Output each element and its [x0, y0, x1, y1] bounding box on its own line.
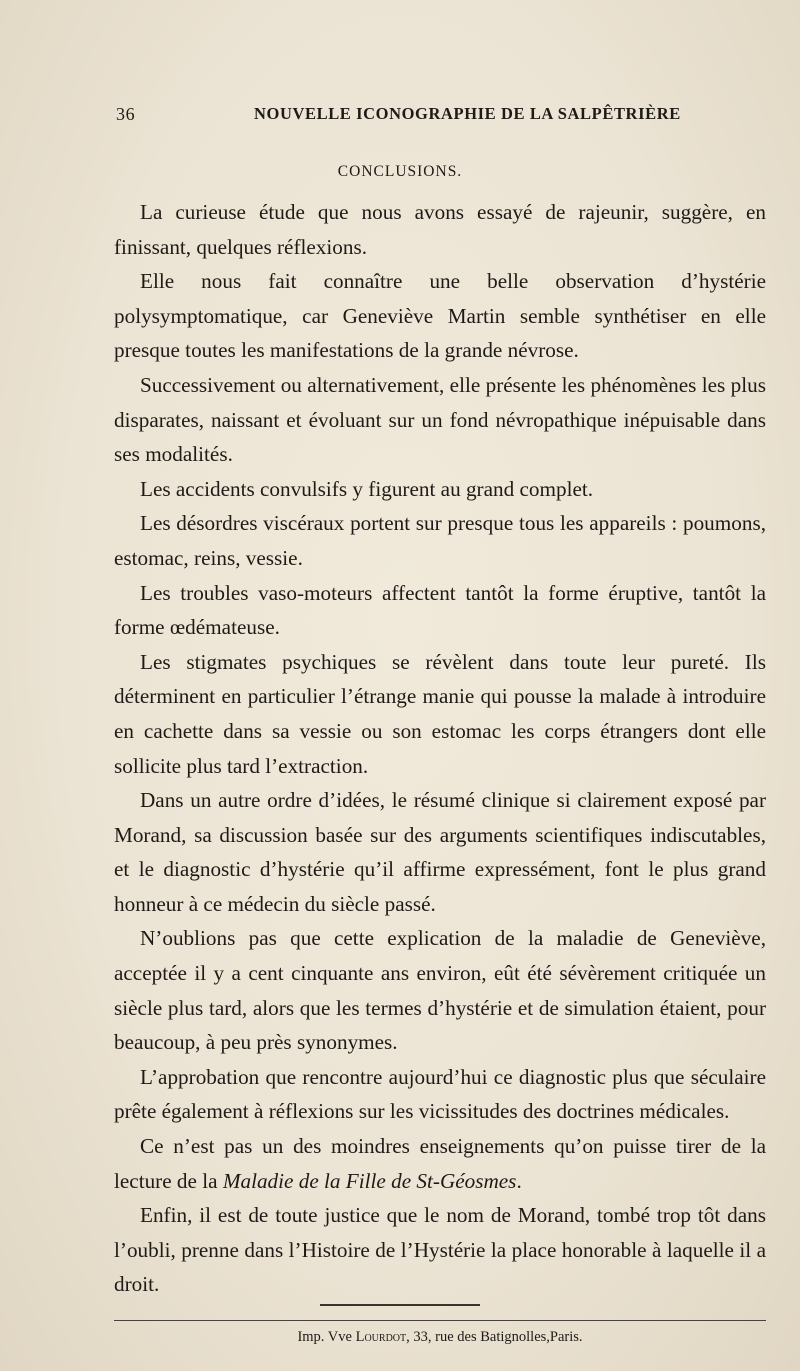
page-number: 36	[116, 104, 136, 124]
paragraph: Successivement ou alternativement, elle présente les phénomènes les plus disparates, naissant et évoluant sur un fond névropathique inépuisable dans ses modalités.	[114, 372, 766, 467]
paragraph: Dans un autre ordre d’idées, le résumé clinique si clairement exposé par Morand, sa discussion basée sur des arguments scientifiques indiscutables, et le diagnostic d’hystérie qu’il affirme expressément, font le plus grand honneur à ce médecin du siècle passé.	[114, 788, 766, 916]
paragraph: Les troubles vaso-moteurs affectent tantôt la forme éruptive, tantôt la forme œdémateuse.	[114, 580, 766, 640]
running-title: NOUVELLE ICONOGRAPHIE DE LA SALPÊTRIÈRE	[254, 104, 681, 123]
divider-rule	[320, 1304, 480, 1306]
imprint-address: , 33, rue des Batignolles,Paris.	[406, 1329, 583, 1345]
imprint-prefix: Imp. Vve	[297, 1329, 356, 1345]
paragraph-with-title	[114, 1129, 766, 1198]
paragraph: Les stigmates psychiques se révèlent dans toute leur pureté. Ils déterminent en particulier l’étrange manie qui pousse la malade à introduire en cachette dans sa vessie ou son estomac les corps étrangers dont elle sollicite plus tard l’extraction.	[114, 649, 766, 778]
closing-paragraph: Enfin, il est de toute justice que le nom de Morand, tombé trop tôt dans l’oubli, prenne dans l’Histoire de l’Hystérie la place honorable à laquelle il a droit.	[114, 1203, 766, 1297]
paragraph-text-end: .	[516, 1168, 522, 1193]
imprint	[114, 1320, 766, 1346]
running-header	[116, 104, 686, 128]
paragraph: L’approbation que rencontre aujourd’hui ce diagnostic plus que séculaire prête également à réflexions sur les vicissitudes des doctrines médicales.	[114, 1064, 766, 1124]
paragraph: Elle nous fait connaître une belle observation d’hystérie polysymptomatique, car Geneviève Martin semble synthétiser en elle presque toutes les manifestations de la grande névrose.	[114, 269, 766, 363]
paragraph-text: Ce n’est pas un des moindres enseignements qu’on puisse tirer de la lecture de la	[114, 1134, 766, 1193]
body-text	[114, 195, 766, 1302]
paragraph: La curieuse étude que nous avons essayé de rajeunir, suggère, en finissant, quelques réflexions.	[114, 200, 766, 259]
imprint-printer: Lourdot	[355, 1329, 407, 1345]
paragraph: Les désordres viscéraux portent sur presque tous les appareils : poumons, estomac, reins, vessie.	[114, 511, 766, 570]
section-heading: CONCLUSIONS.	[337, 163, 463, 180]
book-title: Maladie de la Fille de St-Géosmes	[222, 1168, 517, 1193]
paragraph: N’oublions pas que cette explication de la maladie de Geneviève, acceptée il y a cent cinquante ans environ, eût été sévèrement critiquée un siècle plus tard, alors que les termes d’hystérie et de simulation étaient, pour beaucoup, à peu près synonymes.	[114, 926, 766, 1055]
paragraph: Les accidents convulsifs y figurent au grand complet.	[140, 476, 594, 501]
